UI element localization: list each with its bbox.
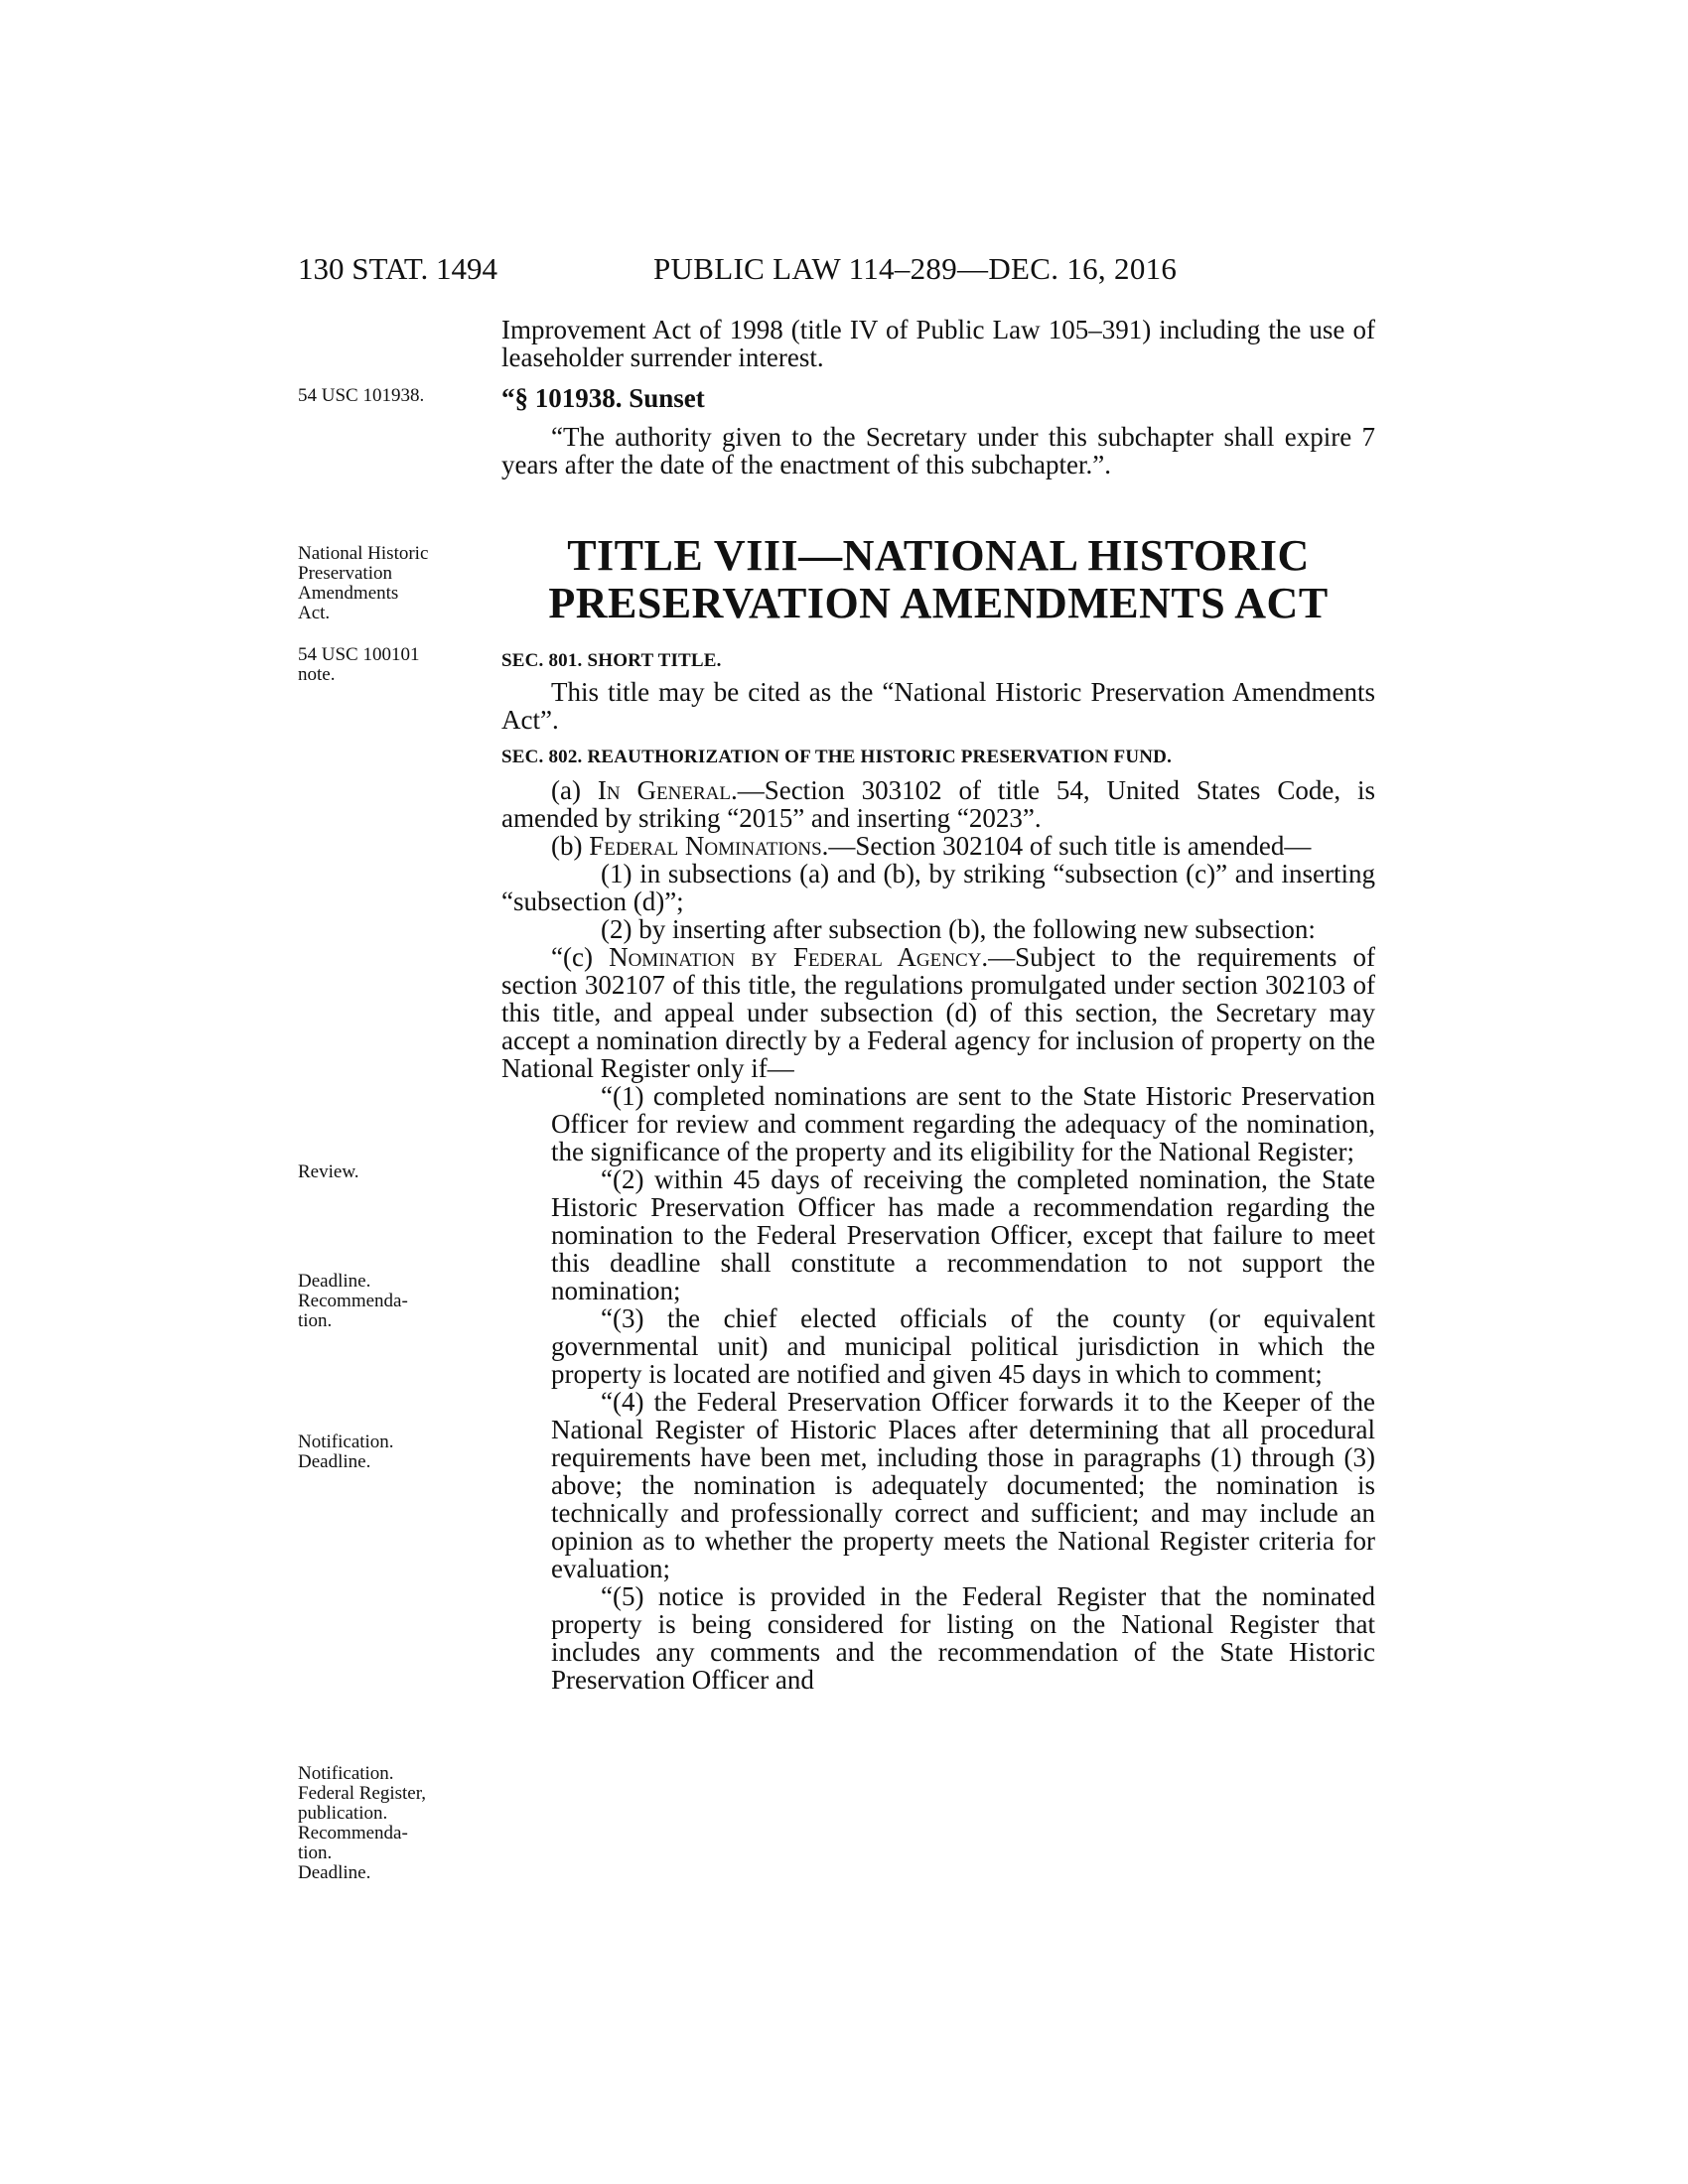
- running-header: [298, 251, 1375, 291]
- clause-4: “(4) the Federal Preservation Officer forwards it to the Keeper of the National Register of Historic Places after determining that all procedural requirements have been met, including those in paragraphs (1) through (3) above; the nomination is adequately documented; the nomination is technically and professionally correct and sufficient; and may include an opinion as to whether the property meets the National Register criteria for evaluation;: [551, 1387, 1375, 1583]
- sec-802-heading: SEC. 802. REAUTHORIZATION OF THE HISTORIC PRESERVATION FUND.: [501, 747, 1173, 767]
- subsection-a: (a) In General.—Section 303102 of title 54, United States Code, is amended by striking “2015” and inserting “2023”.: [501, 775, 1375, 833]
- clause-2: “(2) within 45 days of receiving the completed nomination, the State Historic Preservation Officer has made a recommendation regarding the nomination to the Federal Preservation Officer, except that failure to meet this deadline shall constitute a recommendation to not support the nomination;: [551, 1164, 1375, 1305]
- margin-note-short-title: National Historic Preservation Amendments Act.: [298, 543, 429, 623]
- section-101938-heading: “§ 101938. Sunset: [501, 383, 705, 413]
- statute-page-number: 130 STAT. 1494: [298, 251, 498, 286]
- clause-1: “(1) completed nominations are sent to the State Historic Preservation Officer for review and comment regarding the adequacy of the nomination, the significance of the property and its eligibility for the National Register;: [551, 1081, 1375, 1166]
- paragraph-2: (2) by inserting after subsection (b), the following new subsection:: [601, 914, 1316, 944]
- clause-5: “(5) notice is provided in the Federal Register that the nominated property is being considered for listing on the National Register that includes any comments and the recommendation of the State Historic Preservation Officer and: [551, 1581, 1375, 1695]
- margin-note-usc-100101: 54 USC 100101 note.: [298, 644, 420, 685]
- sec-802-body: [501, 776, 1375, 1694]
- margin-note-review: Review.: [298, 1161, 359, 1182]
- section-101938-text: “The authority given to the Secretary under this subchapter shall expire 7 years after the date of the enactment of this subchapter.”.: [501, 422, 1375, 479]
- margin-note-deadline-recommendation: Deadline. Recommenda- tion.: [298, 1271, 408, 1331]
- paragraph-1: (1) in subsections (a) and (b), by striking “subsection (c)” and inserting “subsection (d)”;: [501, 859, 1375, 916]
- margin-note-federal-register: Notification. Federal Register, publication. Recommenda- tion. Deadline.: [298, 1763, 427, 1883]
- carryover-paragraph: Improvement Act of 1998 (title IV of Public Law 105–391) including the use of leaseholder surrender interest.: [501, 315, 1375, 372]
- margin-note-notification-deadline: Notification. Deadline.: [298, 1432, 394, 1472]
- title-viii-heading: TITLE VIII—NATIONAL HISTORIC PRESERVATION AMENDMENTS ACT: [548, 531, 1329, 627]
- public-law-header: PUBLIC LAW 114–289—DEC. 16, 2016: [653, 251, 1178, 286]
- sec-801-heading: SEC. 801. SHORT TITLE.: [501, 650, 722, 671]
- subsection-c: “(c) Nomination by Federal Agency.—Subject to the requirements of section 302107 of this title, the regulations promulgated under section 302103 of this title, and appeal under subsection (d) of this section, the Secretary may accept a nomination directly by a Federal agency for inclusion of property on the National Register only if—: [501, 942, 1375, 1083]
- subsection-b: (b) Federal Nominations.—Section 302104 of such title is amended—: [551, 831, 1312, 861]
- sec-801-text: This title may be cited as the “National Historic Preservation Amendments Act”.: [501, 677, 1375, 735]
- clause-3: “(3) the chief elected officials of the county (or equivalent governmental unit) and municipal political jurisdiction in which the property is located are notified and given 45 days in which to comment;: [551, 1303, 1375, 1389]
- margin-note-usc-101938: 54 USC 101938.: [298, 385, 425, 406]
